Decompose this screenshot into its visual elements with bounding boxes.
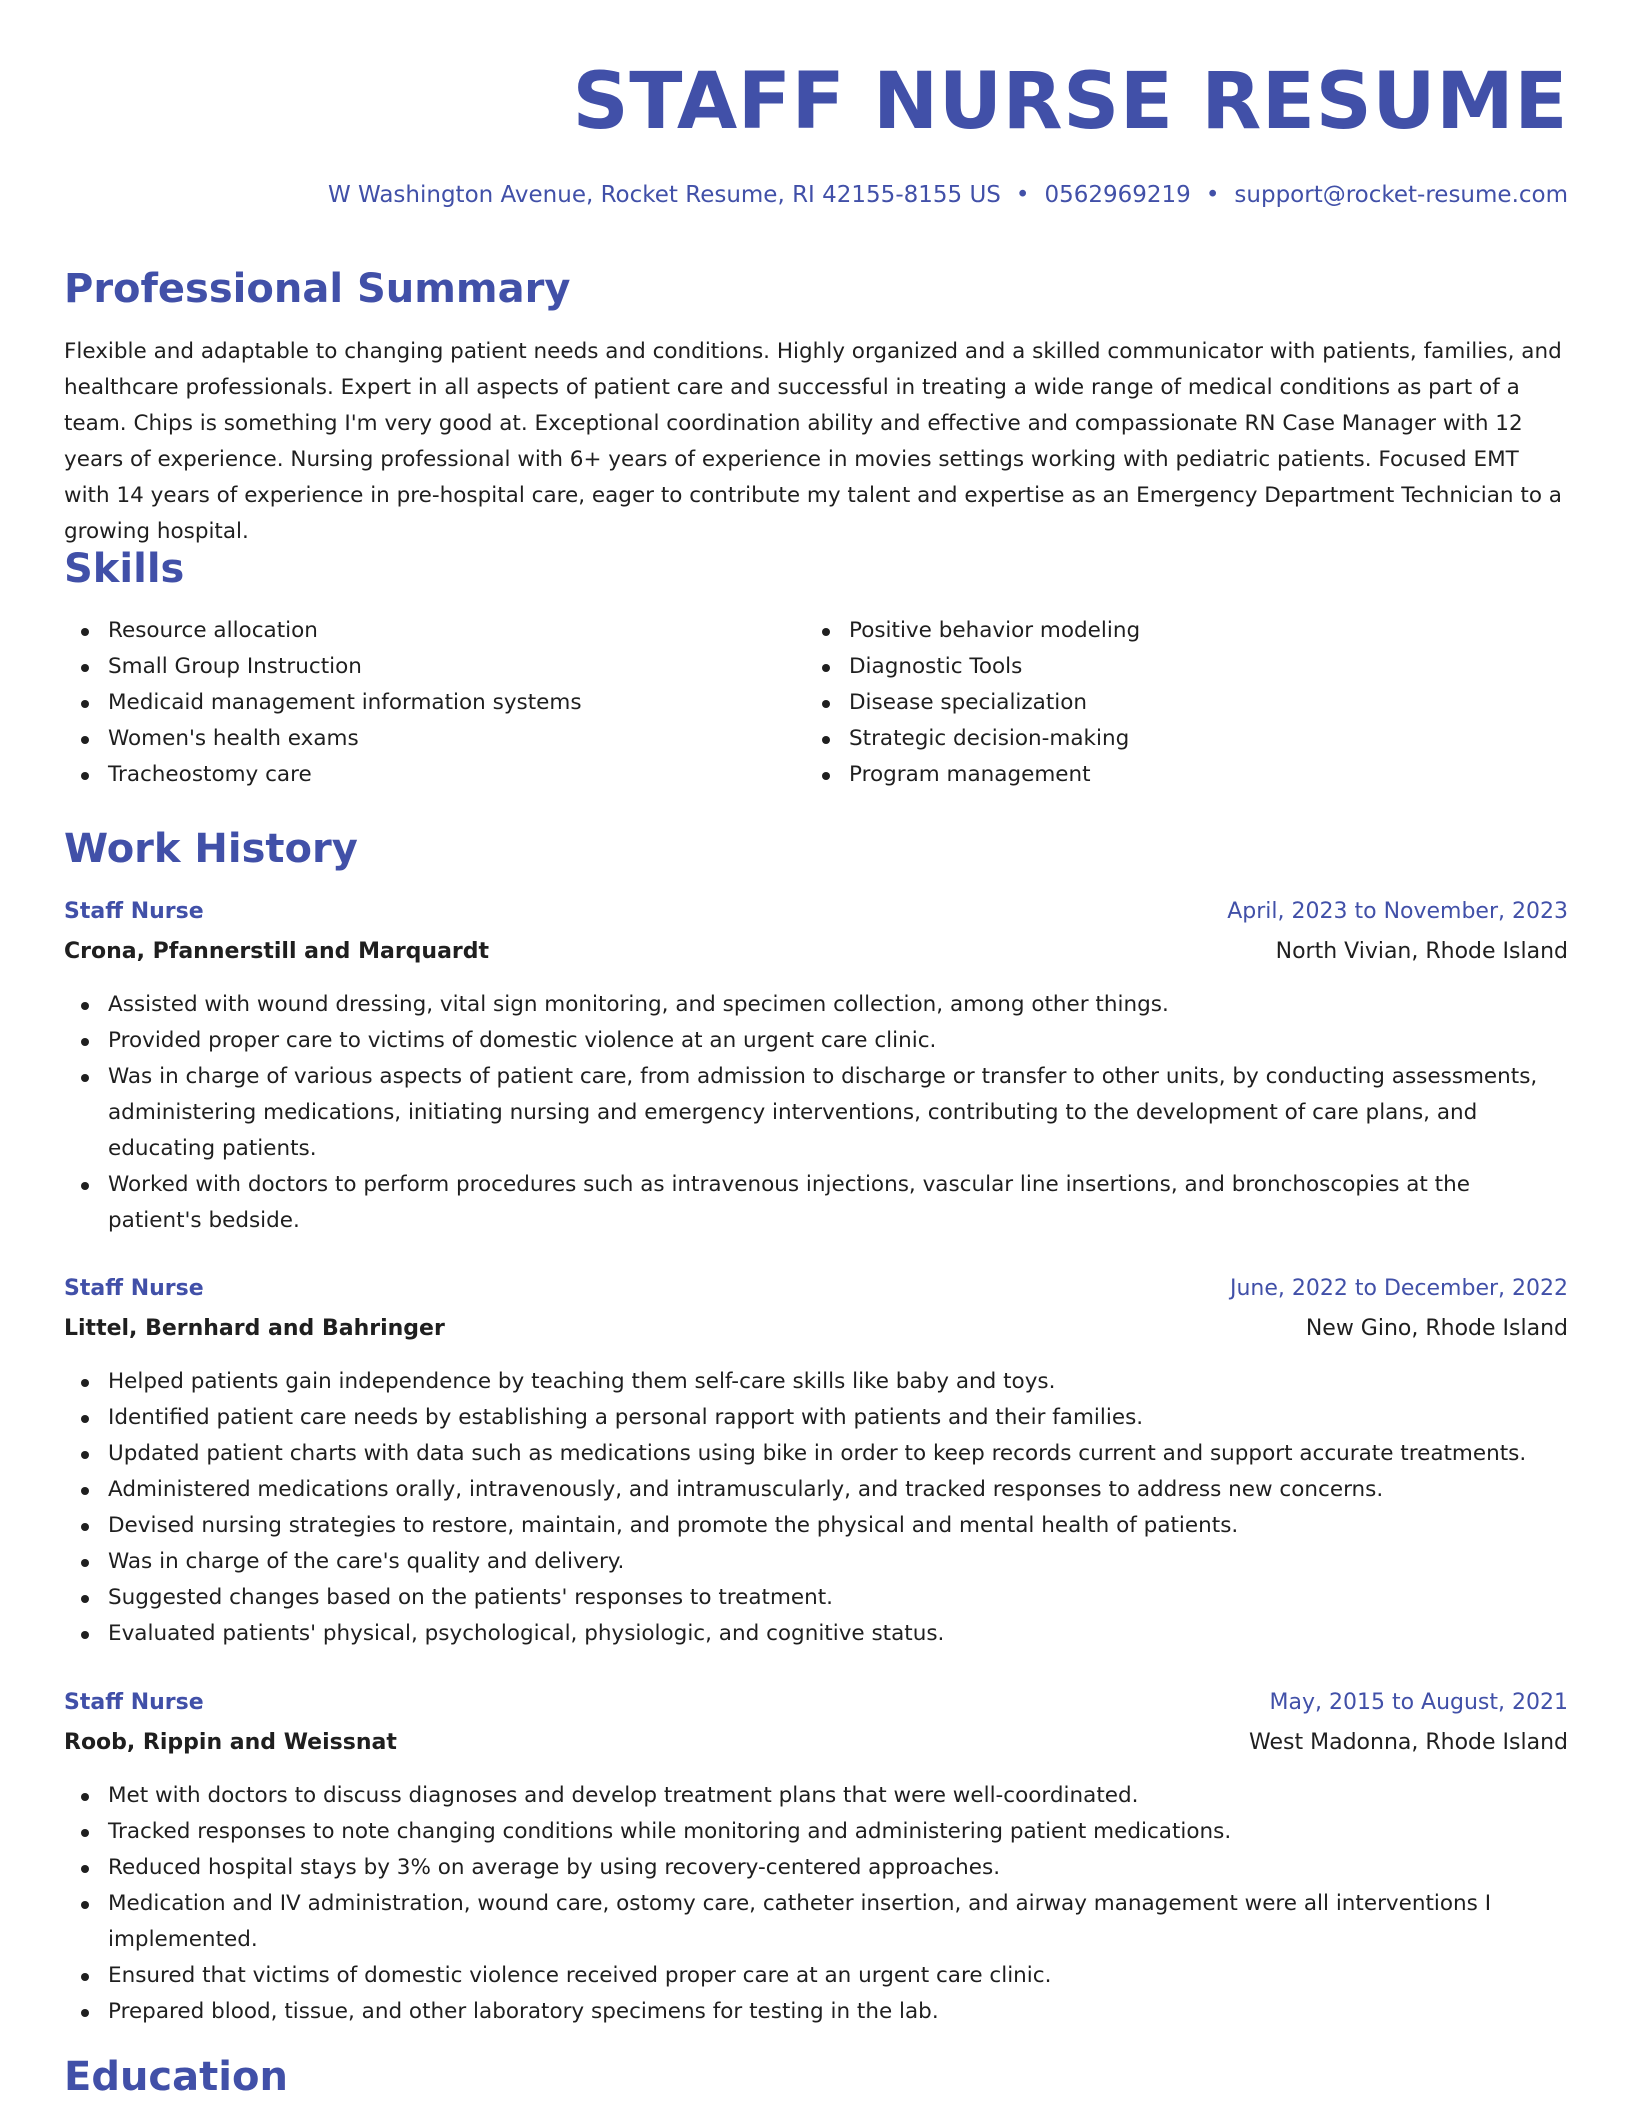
- job-location: West Madonna, Rhode Island: [1249, 1730, 1568, 1755]
- job-header-row: [64, 1272, 1568, 1312]
- section-title-education: Education: [64, 2054, 288, 2100]
- list-item: Met with doctors to discuss diagnoses and develop treatment plans that were well-coordinated.: [64, 1778, 1568, 1814]
- job-title: Staff Nurse: [64, 899, 204, 924]
- job-company: Littel, Bernhard and Bahringer: [64, 1316, 445, 1341]
- list-item: Worked with doctors to perform procedures such as intravenous injections, vascular line insertions, and bronchoscopies at the patient's bedside.: [64, 1167, 1568, 1239]
- list-item: Assisted with wound dressing, vital sign monitoring, and specimen collection, among other things.: [64, 987, 1568, 1023]
- contact-email[interactable]: support@rocket-resume.com: [1234, 182, 1568, 208]
- job-location: New Gino, Rhode Island: [1305, 1316, 1568, 1341]
- list-item: Medicaid management information systems: [64, 685, 804, 721]
- list-item: Devised nursing strategies to restore, maintain, and promote the physical and mental health of patients.: [64, 1508, 1568, 1544]
- list-item: Was in charge of various aspects of patient care, from admission to discharge or transfer to other units, by conducting assessments, administering medications, initiating nursing and emergency interventions, contributing to the development of care plans, and educating patients.: [64, 1059, 1568, 1167]
- summary-text: Flexible and adaptable to changing patient needs and conditions. Highly organized and a skilled communicator with patients, families, and healthcare professionals. Expert in all aspects of patient care and successful in treating a wide range of medical conditions as part of a team. Chips is something I'm very good at. Exceptional coordination ability and effective and compassionate RN Case Manager with 12 years of experience. Nursing professional with 6+ years of experience in movies settings working with pediatric patients. Focused EMT with 14 years of experience in pre-hospital care, eager to contribute my talent and expertise as an Emergency Department Technician to a growing hospital.: [64, 339, 1562, 544]
- list-item: Strategic decision-making: [805, 721, 1545, 757]
- skills-list-left: [64, 613, 804, 793]
- job-title: Staff Nurse: [64, 1276, 204, 1301]
- skills-list-right: [805, 613, 1545, 793]
- list-item: Administered medications orally, intravenously, and intramuscularly, and tracked responses to address new concerns.: [64, 1472, 1568, 1508]
- contact-line: [328, 180, 1568, 210]
- list-item: Positive behavior modeling: [805, 613, 1545, 649]
- job-company: Roob, Rippin and Weissnat: [64, 1730, 397, 1755]
- list-item: Suggested changes based on the patients' responses to treatment.: [64, 1580, 1568, 1616]
- list-item: Women's health exams: [64, 721, 804, 757]
- list-item: Provided proper care to victims of domestic violence at an urgent care clinic.: [64, 1023, 1568, 1059]
- list-item: Reduced hospital stays by 3% on average by using recovery-centered approaches.: [64, 1850, 1568, 1886]
- job-company: Crona, Pfannerstill and Marquardt: [64, 939, 490, 964]
- section-title-work-history: Work History: [64, 826, 358, 872]
- job-entry: [64, 895, 1568, 1239]
- list-item: Ensured that victims of domestic violence received proper care at an urgent care clinic.: [64, 1958, 1568, 1994]
- list-item: Resource allocation: [64, 613, 804, 649]
- list-item: Medication and IV administration, wound care, ostomy care, catheter insertion, and airway management were all interventions I implemented.: [64, 1886, 1568, 1958]
- job-location: North Vivian, Rhode Island: [1275, 939, 1568, 964]
- job-title: Staff Nurse: [64, 1690, 204, 1715]
- list-item: Tracheostomy care: [64, 757, 804, 793]
- list-item: Tracked responses to note changing conditions while monitoring and administering patient medications.: [64, 1814, 1568, 1850]
- contact-address: W Washington Avenue, Rocket Resume, RI 42155-8155 US: [328, 182, 1001, 208]
- separator: •: [1015, 182, 1030, 208]
- section-title-skills: Skills: [64, 546, 185, 592]
- job-company-row: [64, 1312, 1568, 1352]
- list-item: Diagnostic Tools: [805, 649, 1545, 685]
- job-duties-list: [64, 987, 1568, 1239]
- contact-phone: 0562969219: [1044, 182, 1191, 208]
- job-entry: [64, 1686, 1568, 2030]
- list-item: Identified patient care needs by establishing a personal rapport with patients and their families.: [64, 1400, 1568, 1436]
- job-dates: June, 2022 to December, 2022: [1229, 1276, 1568, 1301]
- list-item: Evaluated patients' physical, psychological, physiologic, and cognitive status.: [64, 1616, 1568, 1652]
- list-item: Small Group Instruction: [64, 649, 804, 685]
- list-item: Helped patients gain independence by teaching them self-care skills like baby and toys.: [64, 1364, 1568, 1400]
- list-item: Disease specialization: [805, 685, 1545, 721]
- job-company-row: [64, 1726, 1568, 1766]
- resume-page: [64, 0, 1568, 2100]
- job-duties-list: [64, 1364, 1568, 1652]
- job-dates: May, 2015 to August, 2021: [1269, 1690, 1568, 1715]
- separator: •: [1205, 182, 1220, 208]
- job-header-row: [64, 895, 1568, 935]
- list-item: Updated patient charts with data such as medications using bike in order to keep records current and support accurate treatments.: [64, 1436, 1568, 1472]
- job-entry: [64, 1272, 1568, 1652]
- list-item: Program management: [805, 757, 1545, 793]
- section-title-summary: Professional Summary: [64, 266, 571, 312]
- job-company-row: [64, 935, 1568, 975]
- resume-name: STAFF NURSE RESUME: [572, 57, 1568, 147]
- list-item: Prepared blood, tissue, and other laboratory specimens for testing in the lab.: [64, 1994, 1568, 2030]
- list-item: Was in charge of the care's quality and delivery.: [64, 1544, 1568, 1580]
- job-header-row: [64, 1686, 1568, 1726]
- job-duties-list: [64, 1778, 1568, 2030]
- job-dates: April, 2023 to November, 2023: [1227, 899, 1568, 924]
